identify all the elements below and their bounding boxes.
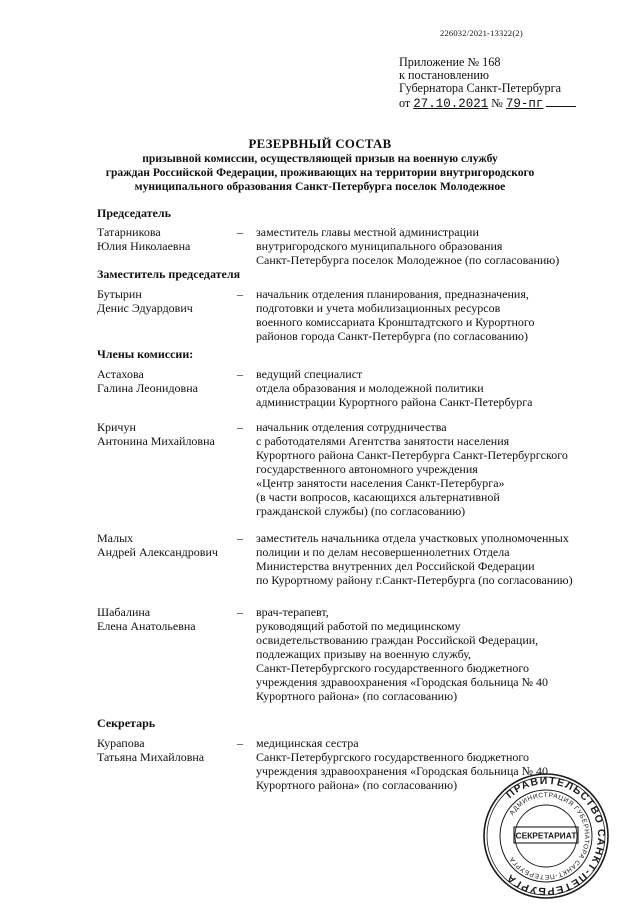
role-line: начальник отделения сотрудничества <box>256 420 447 434</box>
surname: Бутырин <box>97 287 142 301</box>
given-names: Юлия Николаевна <box>97 239 191 253</box>
person-name <box>97 531 218 559</box>
section-deputy-chair: Заместитель председателя <box>97 267 241 281</box>
dash: – <box>237 225 243 239</box>
role-line: освидетельствованию граждан Российской Федерации, <box>256 633 539 647</box>
role-line: гражданской службы) (по согласованию) <box>256 504 466 518</box>
person-role <box>256 225 596 267</box>
dash: – <box>237 287 243 301</box>
seal-center-text: СЕКРЕТАРИАТ <box>515 830 577 841</box>
role-line: полиции и по делам несовершеннолетних Отдела <box>256 545 510 559</box>
role-line: врач-терапевт, <box>256 605 329 619</box>
annex-date-line <box>399 96 576 111</box>
subtitle-line: граждан Российской Федерации, проживающих на территории внутригородского <box>105 166 535 180</box>
document-title: РЕЗЕРВНЫЙ СОСТАВ <box>248 137 392 151</box>
person-role <box>256 531 596 587</box>
official-seal-stamp <box>478 772 614 900</box>
person-role <box>256 367 596 409</box>
role-line: Министерства внутренних дел Российской Федерации <box>256 559 535 573</box>
role-line: Санкт-Петербургского государственного бюджетного <box>256 661 530 675</box>
role-line: внутригородского муниципального образования <box>256 239 503 253</box>
dash: – <box>237 420 243 434</box>
dash: – <box>237 736 243 750</box>
dash: – <box>237 605 243 619</box>
person-role <box>256 420 596 518</box>
given-names: Денис Эдуардович <box>97 301 193 315</box>
surname: Татарникова <box>97 225 161 239</box>
person-name <box>97 420 215 448</box>
surname: Курапова <box>97 736 145 750</box>
person-name <box>97 367 198 395</box>
annex-num-sign: № <box>491 95 503 110</box>
role-line: Санкт-Петербурга поселок Молодежное (по согласованию) <box>256 253 560 267</box>
role-line: ведущий специалист <box>256 367 363 381</box>
role-line: подлежащих призыву на военную службу, <box>256 647 472 661</box>
document-subtitle <box>60 152 580 195</box>
role-line: (в части вопросов, касающихся альтернативной <box>256 490 500 504</box>
surname: Малых <box>97 531 134 545</box>
document-id: 226032/2021-13322(2) <box>440 28 523 38</box>
role-line: Курортного района» (по согласованию) <box>256 689 458 703</box>
role-line: учреждения здравоохранения «Городская больница № 40 <box>256 764 549 778</box>
person-name <box>97 605 196 633</box>
annex-decree-number: 79-пг <box>505 96 544 111</box>
role-line: заместитель начальника отдела участковых уполномоченных <box>256 531 569 545</box>
role-line: начальник отделения планирования, предназначения, <box>256 287 529 301</box>
seal-ring-text: ПРАВИТЕЛЬСТВО САНКТ-ПЕТЕРБУРГА <box>503 774 608 898</box>
role-line: «Центр занятости населения Санкт-Петербурга» <box>256 476 505 490</box>
given-names: Елена Анатольевна <box>97 619 196 633</box>
dash: – <box>237 367 243 381</box>
surname: Астахова <box>97 367 144 381</box>
section-secretary: Секретарь <box>97 716 156 730</box>
subtitle-line: призывной комиссии, осуществляющей призыв на военную службу <box>142 152 498 165</box>
person-name <box>97 287 193 315</box>
given-names: Антонина Михайловна <box>97 434 215 448</box>
dash: – <box>237 531 243 545</box>
annex-number: Приложение № 168 <box>399 55 501 69</box>
surname: Кричун <box>97 420 136 434</box>
given-names: Татьяна Михайловна <box>97 750 205 764</box>
seal-inner-text: АДМИНИСТРАЦИЯ ГУБЕРНАТОРА САНКТ-ПЕТЕРБУРГА <box>508 791 591 881</box>
surname: Шабалина <box>97 605 151 619</box>
role-line: учреждения здравоохранения «Городская больница № 40 <box>256 675 549 689</box>
role-line: руководящий работой по медицинскому <box>256 619 461 633</box>
section-members: Члены комиссии: <box>97 347 194 361</box>
subtitle-line: муниципального образования Санкт-Петербурга поселок Молодежное <box>134 180 506 194</box>
role-line: администрации Курортного района Санкт-Петербурга <box>256 395 533 409</box>
role-line: Курортного района Санкт-Петербурга Санкт-Петербургского <box>256 448 568 462</box>
person-name <box>97 736 204 764</box>
role-line: по Курортному району г.Санкт-Петербурга (по согласованию) <box>256 573 573 587</box>
section-chair: Председатель <box>97 206 171 220</box>
annex-from: от <box>399 95 411 110</box>
role-line: Санкт-Петербургского государственного бюджетного <box>256 750 530 764</box>
annex-underline <box>546 96 576 107</box>
person-name <box>97 225 190 253</box>
role-line: районов города Санкт-Петербурга (по согласованию) <box>256 329 529 343</box>
person-role <box>256 287 596 343</box>
annex-date: 27.10.2021 <box>413 96 489 111</box>
role-line: медицинская сестра <box>256 736 359 750</box>
given-names: Андрей Александрович <box>97 545 218 559</box>
role-line: Курортного района» (по согласованию) <box>256 778 458 792</box>
annex-block <box>399 56 576 111</box>
role-line: заместитель главы местной администрации <box>256 225 479 239</box>
role-line: военного комиссариата Кронштадтского и Курортного <box>256 315 535 329</box>
role-line: государственного автономного учреждения <box>256 462 478 476</box>
role-line: отдела образования и молодежной политики <box>256 381 484 395</box>
role-line: подготовки и учета мобилизационных ресурсов <box>256 301 501 315</box>
person-role <box>256 605 596 703</box>
annex-issuer: Губернатора Санкт-Петербурга <box>399 81 562 96</box>
annex-line-to-decree: к постановлению <box>399 68 490 83</box>
given-names: Галина Леонидовна <box>97 381 198 395</box>
role-line: с работодателями Агентства занятости населения <box>256 434 510 448</box>
